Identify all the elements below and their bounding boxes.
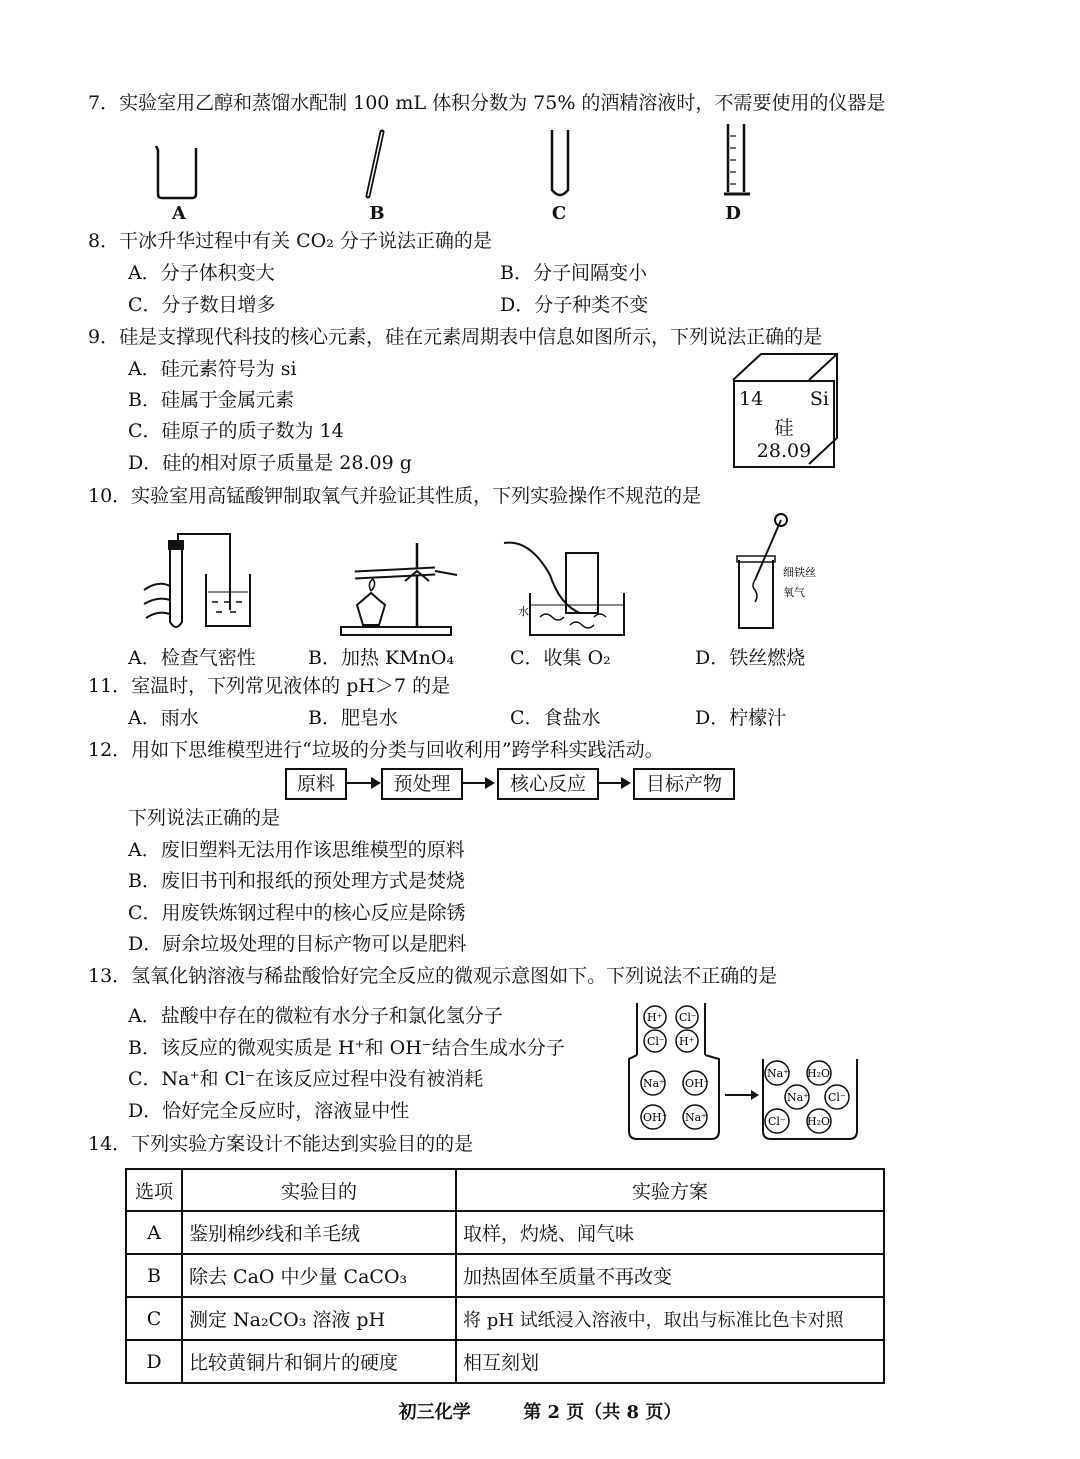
- water-molecule: H₂O: [807, 1067, 831, 1080]
- ion-na: Na⁺: [685, 1111, 707, 1124]
- q9-option-a: A．硅元素符号为 si: [128, 358, 297, 380]
- element-name: 硅: [774, 417, 794, 439]
- row-option: C: [126, 1297, 182, 1340]
- ion-h: H⁺: [679, 1035, 695, 1048]
- q12-option-a: A．废旧塑料无法用作该思维模型的原料: [128, 839, 465, 861]
- q12-option-d: D．厨余垃圾处理的目标产物可以是肥料: [128, 933, 467, 955]
- iron-wire-burning-figure: [733, 510, 843, 635]
- q11-option-d: D．柠檬汁: [695, 707, 787, 729]
- q8-option-a: A．分子体积变大: [128, 262, 275, 284]
- q10-caption-b: B．加热 KMnO₄: [308, 647, 455, 669]
- q10-caption-d: D．铁丝燃烧: [695, 647, 806, 669]
- collect-oxygen-figure: [500, 535, 630, 640]
- table-row: [126, 1340, 884, 1383]
- water-label: 水: [518, 605, 529, 618]
- row-purpose: 鉴别棉纱线和羊毛绒: [182, 1211, 456, 1254]
- ion-na: Na⁺: [767, 1067, 789, 1080]
- row-purpose: 比较黄铜片和铜片的硬度: [182, 1340, 456, 1383]
- q7-label-a: A: [172, 203, 186, 224]
- atomic-number: 14: [739, 388, 764, 410]
- question-14-stem: 14．下列实验方案设计不能达到实验目的的是: [88, 1133, 474, 1155]
- q11-option-a: A．雨水: [128, 707, 199, 729]
- footer-subject: 初三化学: [398, 1402, 471, 1423]
- q13-option-d: D．恰好完全反应时，溶液显中性: [128, 1100, 410, 1122]
- row-plan: 取样，灼烧、闻气味: [456, 1211, 884, 1254]
- flow-box-raw-material: 原料: [285, 768, 347, 800]
- ion-cl: Cl⁻: [768, 1115, 786, 1128]
- periodic-table-cell: [733, 380, 835, 468]
- question-10-stem: 10．实验室用高锰酸钾制取氧气并验证其性质，下列实验操作不规范的是: [88, 485, 702, 507]
- question-9-stem: 9．硅是支撑现代科技的核心元素，硅在元素周期表中信息如图所示，下列说法正确的是: [88, 326, 823, 348]
- q12-option-c: C．用废铁炼钢过程中的核心反应是除锈: [128, 902, 466, 924]
- header-option: 选项: [126, 1169, 182, 1211]
- flow-box-pretreatment: 预处理: [381, 768, 463, 800]
- q10-caption-c: C．收集 O₂: [510, 647, 611, 669]
- q12-subquestion: 下列说法正确的是: [128, 807, 281, 829]
- flow-arrow: [347, 782, 379, 784]
- glass-rod-figure: [360, 128, 390, 200]
- ion-cl: Cl⁻: [647, 1035, 665, 1048]
- table-row: [126, 1297, 884, 1340]
- q12-option-b: B．废旧书刊和报纸的预处理方式是焚烧: [128, 870, 465, 892]
- neutralization-micro-diagram: [625, 995, 865, 1145]
- flow-arrow: [599, 782, 629, 784]
- q8-option-c: C．分子数目增多: [128, 294, 276, 316]
- page-footer: [0, 1398, 1080, 1424]
- q9-option-c: C．硅原子的质子数为 14: [128, 420, 344, 442]
- header-plan: 实验方案: [456, 1169, 884, 1211]
- row-option: D: [126, 1340, 182, 1383]
- iron-wire-label: 细铁丝: [783, 566, 816, 579]
- q11-option-c: C．食盐水: [510, 707, 601, 729]
- flow-box-target-product: 目标产物: [633, 768, 735, 800]
- test-tube-figure: [548, 128, 572, 200]
- airtightness-check-figure: [140, 530, 260, 640]
- q8-option-d: D．分子种类不变: [500, 294, 649, 316]
- q7-label-c: C: [551, 203, 567, 224]
- element-symbol: Si: [809, 388, 829, 410]
- water-molecule: H₂O: [807, 1115, 831, 1128]
- atomic-mass: 28.09: [756, 440, 812, 462]
- q8-option-b: B．分子间隔变小: [500, 262, 647, 284]
- q9-option-b: B．硅属于金属元素: [128, 389, 294, 411]
- graduated-cylinder-figure: [718, 120, 758, 202]
- ion-oh: OH⁻: [643, 1111, 668, 1124]
- row-plan: 相互刻划: [456, 1340, 884, 1383]
- row-option: A: [126, 1211, 182, 1254]
- flow-arrow: [463, 782, 493, 784]
- q9-option-d: D．硅的相对原子质量是 28.09 g: [128, 452, 412, 474]
- row-option: B: [126, 1254, 182, 1297]
- table-row: [126, 1254, 884, 1297]
- question-13-stem: 13．氢氧化钠溶液与稀盐酸恰好完全反应的微观示意图如下。下列说法不正确的是: [88, 965, 778, 987]
- ion-na: Na⁺: [787, 1091, 809, 1104]
- row-plan: 将 pH 试纸浸入溶液中，取出与标准比色卡对照: [456, 1297, 884, 1340]
- oxygen-label: 氧气: [783, 586, 805, 599]
- question-11-stem: 11．室温时，下列常见液体的 pH＞7 的是: [88, 675, 451, 697]
- q7-label-b: B: [369, 203, 385, 224]
- row-purpose: 除去 CaO 中少量 CaCO₃: [182, 1254, 456, 1297]
- q11-option-b: B．肥皂水: [308, 707, 398, 729]
- row-plan: 加热固体至质量不再改变: [456, 1254, 884, 1297]
- header-purpose: 实验目的: [182, 1169, 456, 1211]
- q13-option-b: B．该反应的微观实质是 H⁺和 OH⁻结合生成水分子: [128, 1037, 565, 1059]
- ion-cl: Cl⁻: [828, 1091, 846, 1104]
- ion-na: Na⁺: [643, 1077, 665, 1090]
- footer-page-number: 第 2 页（共 8 页）: [523, 1402, 682, 1423]
- heating-kmno4-figure: [335, 535, 465, 640]
- question-8-stem: 8．干冰升华过程中有关 CO₂ 分子说法正确的是: [88, 230, 492, 252]
- table-row: [126, 1211, 884, 1254]
- ion-cl: Cl⁻: [679, 1011, 697, 1024]
- q10-caption-a: A．检查气密性: [128, 647, 256, 669]
- experiment-table: [125, 1168, 885, 1384]
- flow-box-core-reaction: 核心反应: [497, 768, 599, 800]
- ion-oh: OH⁻: [685, 1077, 710, 1090]
- row-purpose: 测定 Na₂CO₃ 溶液 pH: [182, 1297, 456, 1340]
- ion-h: H⁺: [647, 1011, 663, 1024]
- q7-label-d: D: [725, 203, 741, 224]
- question-7-stem: 7．实验室用乙醇和蒸馏水配制 100 mL 体积分数为 75% 的酒精溶液时，不需要使用的仪器是: [88, 92, 886, 114]
- q13-option-c: C．Na⁺和 Cl⁻在该反应过程中没有被消耗: [128, 1068, 484, 1090]
- q13-option-a: A．盐酸中存在的微粒有水分子和氯化氢分子: [128, 1005, 503, 1027]
- question-12-stem: 12．用如下思维模型进行“垃圾的分类与回收利用”跨学科实践活动。: [88, 739, 664, 761]
- table-header-row: [126, 1169, 884, 1211]
- beaker-figure: [150, 142, 210, 204]
